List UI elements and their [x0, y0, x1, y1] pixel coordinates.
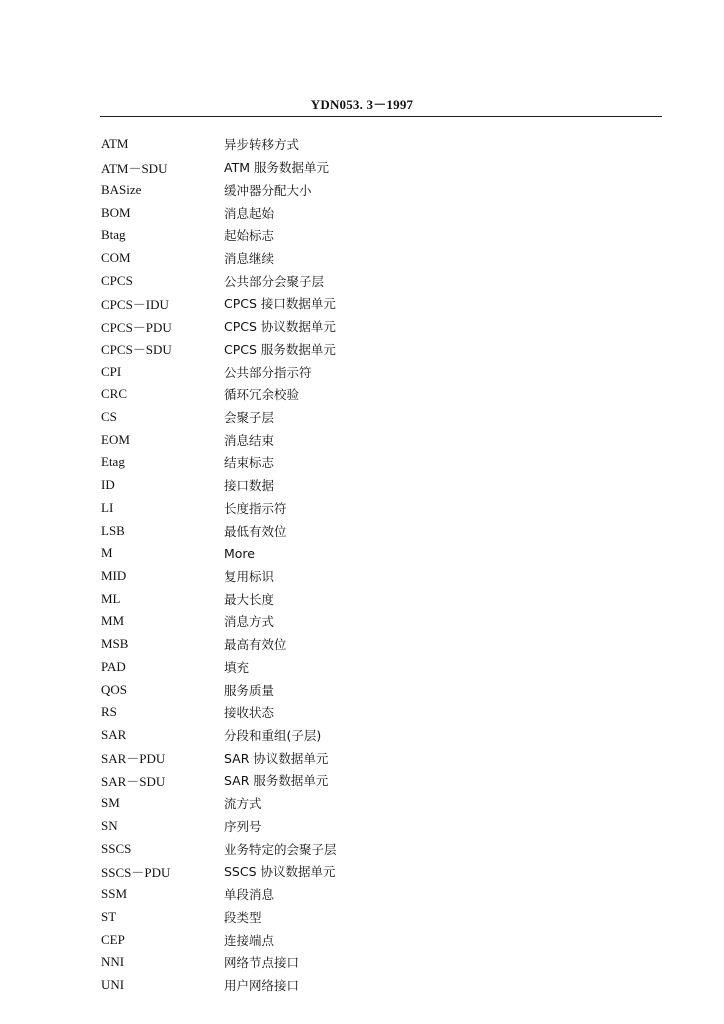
term-abbreviation: MSB	[101, 636, 129, 652]
term-abbreviation: MID	[101, 568, 127, 584]
term-definition: 网络节点接口	[224, 955, 300, 971]
term-abbreviation: CPCS	[101, 272, 133, 288]
list-item	[101, 247, 661, 270]
list-item	[101, 860, 661, 883]
list-item	[101, 746, 661, 769]
term-definition: SSCS 协议数据单元	[224, 864, 336, 880]
term-definition: SAR 服务数据单元	[224, 773, 329, 789]
term-abbreviation: Btag	[101, 227, 126, 243]
abbreviation-list	[101, 133, 661, 996]
term-abbreviation: QOS	[101, 681, 128, 697]
term-abbreviation: CRC	[101, 386, 128, 402]
list-item	[101, 383, 661, 406]
term-abbreviation: SN	[101, 817, 118, 833]
term-abbreviation: MM	[101, 613, 125, 629]
term-definition: 连接端点	[224, 932, 275, 948]
term-definition: 业务特定的会聚子层	[224, 841, 337, 857]
term-definition: 复用标识	[224, 569, 275, 585]
list-item	[101, 201, 661, 224]
term-definition: 会聚子层	[224, 409, 275, 425]
term-abbreviation: CPCS－SDU	[101, 342, 172, 358]
list-item	[101, 678, 661, 701]
term-definition: CPCS 协议数据单元	[224, 319, 336, 335]
list-item	[101, 928, 661, 951]
list-item	[101, 337, 661, 360]
term-definition: 长度指示符	[224, 500, 287, 516]
term-definition: 消息继续	[224, 250, 275, 266]
term-definition: 接收状态	[224, 705, 275, 721]
list-item	[101, 360, 661, 383]
term-definition: SAR 协议数据单元	[224, 750, 329, 766]
term-abbreviation: SAR	[101, 727, 127, 743]
list-item	[101, 474, 661, 497]
term-definition: CPCS 服务数据单元	[224, 341, 336, 357]
term-abbreviation: ST	[101, 908, 117, 924]
term-definition: 接口数据	[224, 478, 275, 494]
term-abbreviation: BASize	[101, 181, 142, 197]
list-item	[101, 519, 661, 542]
term-abbreviation: CPCS－PDU	[101, 319, 172, 335]
list-item	[101, 224, 661, 247]
term-definition: 最大长度	[224, 591, 275, 607]
term-definition: 最高有效位	[224, 637, 287, 653]
term-abbreviation: ID	[101, 477, 115, 493]
term-definition: 起始标志	[224, 228, 275, 244]
list-item	[101, 542, 661, 565]
list-item	[101, 292, 661, 315]
term-abbreviation: BOM	[101, 204, 131, 220]
list-item	[101, 792, 661, 815]
list-item	[101, 905, 661, 928]
term-abbreviation: CEP	[101, 931, 125, 947]
page-header-standard-number: YDN053. 3－1997	[310, 97, 414, 112]
list-item	[101, 883, 661, 906]
term-definition: 消息起始	[224, 205, 275, 221]
term-abbreviation: UNI	[101, 976, 125, 992]
list-item	[101, 428, 661, 451]
term-abbreviation: SM	[101, 795, 120, 811]
term-abbreviation: ATM－SDU	[101, 160, 168, 176]
list-item	[101, 406, 661, 429]
list-item	[101, 497, 661, 520]
list-item	[101, 974, 661, 997]
term-definition: 公共部分会聚子层	[224, 273, 325, 289]
list-item	[101, 837, 661, 860]
term-definition: 最低有效位	[224, 523, 287, 539]
term-definition: 流方式	[224, 796, 262, 812]
list-item	[101, 587, 661, 610]
list-item	[101, 815, 661, 838]
header-divider	[100, 116, 662, 117]
list-item	[101, 951, 661, 974]
term-definition: 分段和重组(子层)	[224, 728, 322, 744]
term-abbreviation: PAD	[101, 658, 126, 674]
term-definition: 用户网络接口	[224, 977, 300, 993]
term-definition: 异步转移方式	[224, 137, 300, 153]
term-abbreviation: ML	[101, 590, 121, 606]
list-item	[101, 656, 661, 679]
list-item	[101, 269, 661, 292]
term-definition: 结束标志	[224, 455, 275, 471]
term-abbreviation: LSB	[101, 522, 125, 538]
term-abbreviation: SAR－SDU	[101, 773, 166, 789]
term-abbreviation: SSM	[101, 886, 128, 902]
term-abbreviation: COM	[101, 249, 131, 265]
term-abbreviation: NNI	[101, 954, 125, 970]
term-definition: More	[224, 545, 255, 561]
term-definition: 服务质量	[224, 682, 275, 698]
list-item	[101, 565, 661, 588]
term-definition: 消息结束	[224, 432, 275, 448]
list-item	[101, 133, 661, 156]
term-definition: ATM 服务数据单元	[224, 160, 329, 176]
list-item	[101, 610, 661, 633]
term-abbreviation: Etag	[101, 454, 125, 470]
term-abbreviation: CPI	[101, 363, 122, 379]
term-abbreviation: RS	[101, 704, 117, 720]
term-definition: 公共部分指示符	[224, 364, 312, 380]
term-abbreviation: CS	[101, 408, 117, 424]
term-abbreviation: SSCS	[101, 840, 132, 856]
list-item	[101, 701, 661, 724]
term-abbreviation: CPCS－IDU	[101, 296, 169, 312]
term-definition: 序列号	[224, 818, 262, 834]
list-item	[101, 724, 661, 747]
term-abbreviation: SAR－PDU	[101, 751, 166, 767]
term-abbreviation: LI	[101, 499, 114, 515]
term-definition: CPCS 接口数据单元	[224, 296, 336, 312]
list-item	[101, 451, 661, 474]
list-item	[101, 156, 661, 179]
term-abbreviation: EOM	[101, 431, 130, 447]
term-abbreviation: ATM	[101, 136, 129, 152]
list-item	[101, 178, 661, 201]
term-abbreviation: M	[101, 545, 113, 561]
term-definition: 消息方式	[224, 614, 275, 630]
list-item	[101, 769, 661, 792]
term-definition: 单段消息	[224, 887, 275, 903]
term-definition: 段类型	[224, 909, 262, 925]
term-definition: 缓冲器分配大小	[224, 182, 312, 198]
list-item	[101, 633, 661, 656]
list-item	[101, 315, 661, 338]
term-definition: 循环冗余校验	[224, 387, 300, 403]
term-abbreviation: SSCS－PDU	[101, 864, 171, 880]
term-definition: 填充	[224, 659, 250, 675]
